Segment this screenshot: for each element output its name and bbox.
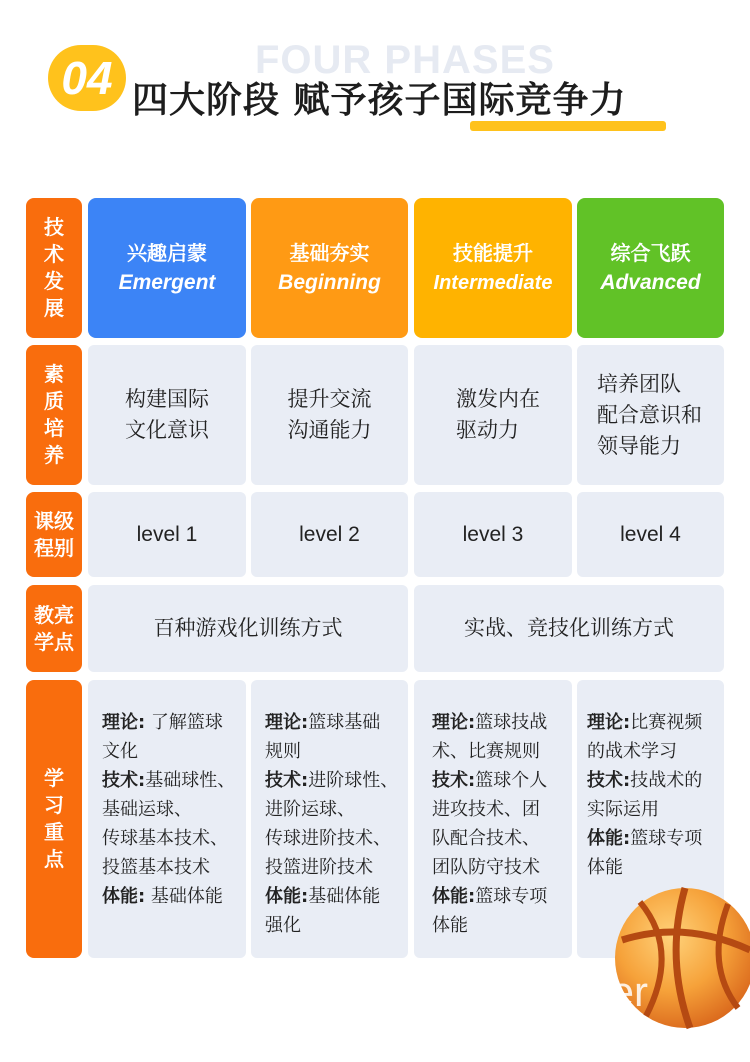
row-label-level [26,492,82,577]
row-label-char: 点 [44,847,64,871]
focus-line: 体能 [587,857,623,878]
page-title: 四大阶段 赋予孩子国际竞争力 [132,80,627,121]
focus-cell [414,680,572,958]
quality-line: 领导能力 [597,433,681,458]
quality-cell [88,345,246,485]
focus-line: 技术:技战术的 [587,770,703,791]
focus-line: 进攻技术、团 [432,799,540,820]
row-label-char: 质 [44,389,64,413]
focus-line: 技术:基础球性、 [102,770,236,791]
focus-line: 术、比赛规则 [432,741,540,762]
focus-line: 进阶运球、 [265,799,355,820]
row-label-char: 养 [44,443,64,467]
phase-name-cn: 基础夯实 [289,241,370,265]
page-header [0,0,750,170]
focus-line: 传球基本技术、 [102,828,228,849]
quality-cell [414,345,572,485]
row-label-char: 素 [44,362,64,386]
quality-line: 构建国际 [125,387,209,411]
phase-name-cn: 兴趣启蒙 [127,241,207,265]
phase-name-cn: 综合飞跃 [610,241,691,265]
row-label-char: 重 [44,820,64,844]
row-label-line: 课级 [34,508,74,533]
focus-line: 投篮基本技术 [102,857,210,878]
focus-line: 理论:比赛视频 [587,712,703,733]
focus-line: 投篮进阶技术 [265,857,373,878]
quality-line: 文化意识 [125,418,209,442]
focus-line: 技术:进阶球性、 [265,770,399,791]
focus-line: 体能:篮球专项 [587,828,703,849]
quality-line: 培养团队 [597,371,681,396]
level-cell: level 4 [577,492,724,577]
phase-beginning [251,198,408,338]
background-caption: FOUR PHASES [255,38,555,82]
teaching-cell-games: 百种游戏化训练方式 [88,585,408,672]
focus-line: 规则 [265,741,301,762]
phase-name-en: Intermediate [433,272,553,294]
focus-line: 技术:篮球个人 [432,770,548,791]
row-label-line: 程别 [34,535,74,560]
phase-advanced [577,198,724,338]
focus-line: 的战术学习 [587,741,677,762]
quality-line: 激发内在 [456,387,540,411]
row-label-focus [26,680,82,958]
focus-cell [251,680,408,958]
row-label-teaching [26,585,82,672]
focus-line: 传球进阶技术、 [265,828,391,849]
focus-line: 体能:篮球专项 [432,886,548,907]
focus-line: 理论:篮球技战 [432,712,548,733]
row-teaching-highlights [26,585,724,672]
teaching-cell-competition: 实战、竞技化训练方式 [414,585,724,672]
row-skill-development [26,198,724,338]
focus-line: 体能:基础体能 [265,886,381,907]
row-label-char: 术 [44,242,64,266]
row-label-char: 习 [44,793,64,817]
focus-line: 队配合技术、 [432,828,540,849]
focus-line: 体能: 基础体能 [102,886,223,907]
row-label-char: 发 [44,269,64,293]
level-cell: level 1 [88,492,246,577]
focus-line: 理论:篮球基础 [265,712,381,733]
quality-line: 提升交流 [287,387,372,411]
focus-line: 实际运用 [587,799,659,820]
quality-line: 驱动力 [456,418,519,442]
focus-cell [88,680,246,958]
phase-name-cn: 技能提升 [453,241,533,265]
row-label-line: 教亮 [34,602,74,627]
watermark-text: ster [578,968,649,1015]
phase-emergent [88,198,246,338]
focus-line: 文化 [102,741,138,762]
phase-name-en: Emergent [118,271,216,294]
phase-name-en: Advanced [600,271,701,294]
section-number-badge: 04 [48,45,126,111]
focus-line: 团队防守技术 [432,857,540,878]
row-label-char: 展 [44,296,64,320]
level-cell: level 2 [251,492,408,577]
quality-cell [577,345,724,485]
row-label-char: 培 [44,416,64,440]
level-cell: level 3 [414,492,572,577]
quality-line: 配合意识和 [597,402,702,427]
row-label-line: 学点 [34,629,74,654]
quality-cell [251,345,408,485]
focus-line: 体能 [432,915,468,936]
row-quality-training [26,345,724,485]
focus-line: 强化 [265,915,301,936]
row-label-char: 技 [44,215,64,239]
quality-line: 沟通能力 [287,418,372,442]
row-course-level [26,492,724,577]
phase-name-en: Beginning [278,271,381,294]
focus-line: 理论: 了解篮球 [102,712,223,733]
focus-line: 基础运球、 [102,799,192,820]
row-label-quality [26,345,82,485]
row-label-skill [26,198,82,338]
row-label-char: 学 [44,766,64,790]
phase-intermediate [414,198,572,338]
